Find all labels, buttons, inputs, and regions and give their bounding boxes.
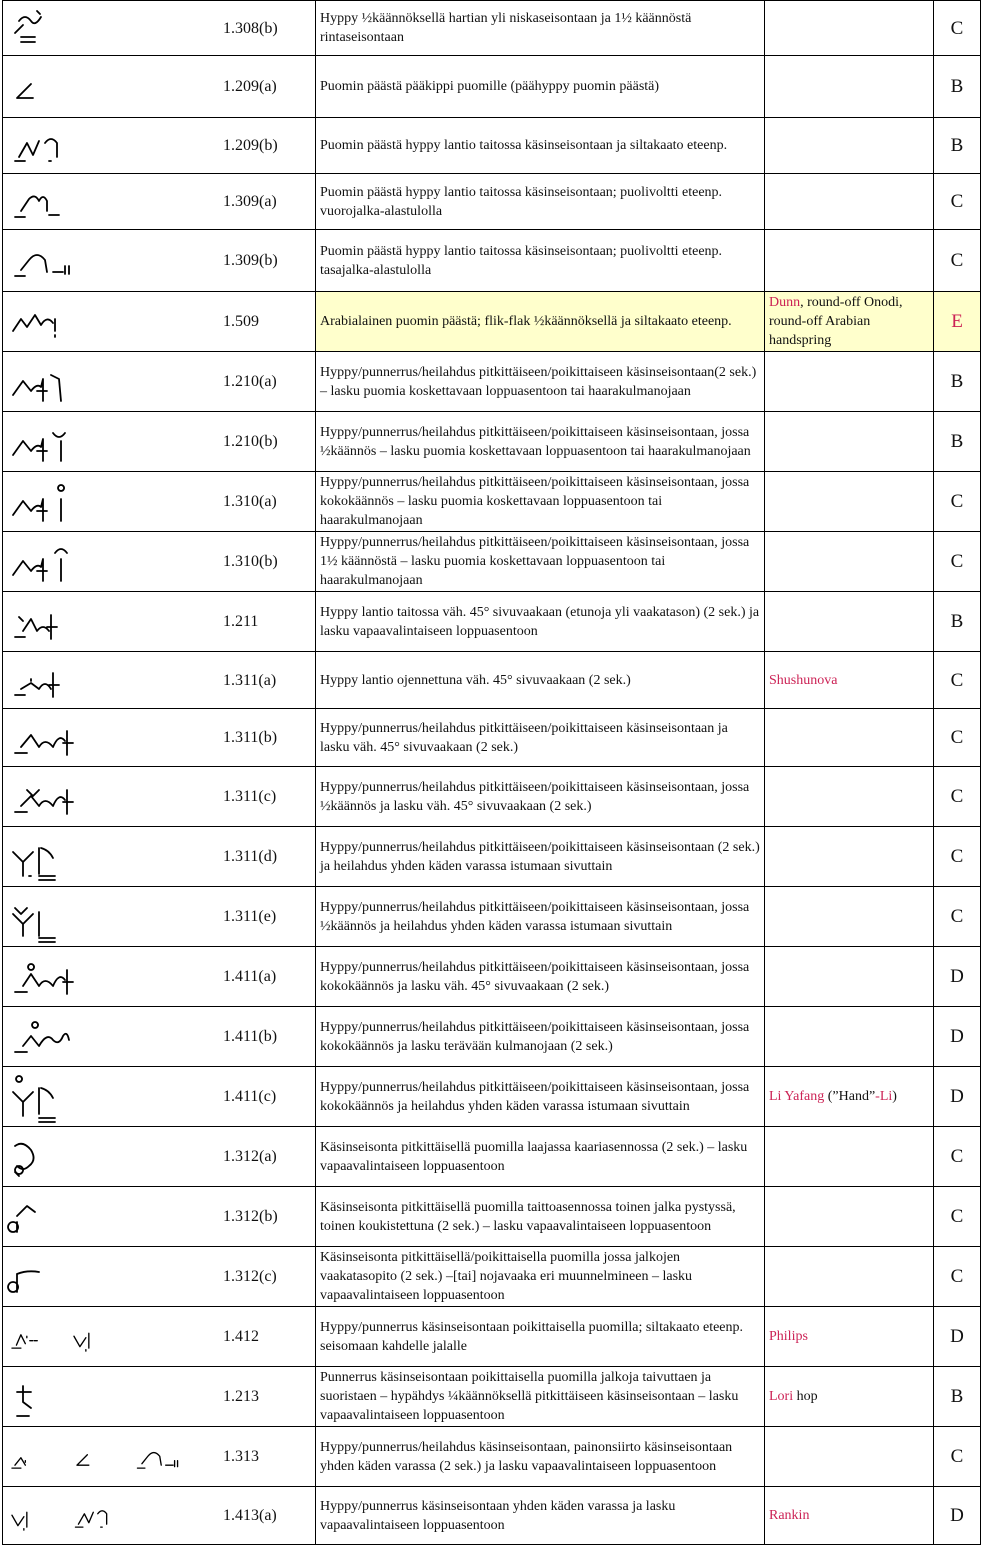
element-eponym [765,767,934,827]
symbol-cell [3,412,216,472]
symbol-cell [3,827,216,887]
element-description: Käsinseisonta pitkittäisellä/poikittaisella puomilla jossa jalkojen vaakatasopito (2 sek.) –[tai] nojavaaka eri muunnelmineen – lasku vapaavalintaiseen loppuasentoon [316,1247,765,1307]
difficulty-value: B [934,1367,981,1427]
element-table [2,0,981,1545]
element-row [3,827,981,887]
element-eponym [765,472,934,532]
element-eponym [765,1,934,56]
element-symbol-icon [9,121,79,171]
symbol-cell [3,1367,216,1427]
element-row [3,412,981,472]
element-row [3,532,981,592]
difficulty-value: C [934,1247,981,1307]
element-code: 1.411(a) [215,947,316,1007]
symbol-cell [3,887,216,947]
element-symbol-icon [9,832,79,882]
difficulty-value: B [934,352,981,412]
element-symbol-icon [71,1312,123,1362]
element-symbol-icon [9,357,79,407]
symbol-cell [3,947,216,1007]
element-row [3,1487,981,1545]
symbol-cell [3,1067,216,1127]
element-description: Hyppy/punnerrus käsinseisontaan yhden käden varassa ja lasku vapaavalintaiseen loppuasentoon [316,1487,765,1545]
element-eponym: Shushunova [765,652,934,709]
element-symbol-icon [9,537,79,587]
element-eponym: Rankin [765,1487,934,1545]
element-symbol-icon [133,1432,185,1482]
element-row [3,230,981,292]
element-symbol-icon [9,1012,79,1062]
element-code: 1.309(a) [215,174,316,230]
difficulty-value: D [934,1007,981,1067]
difficulty-value: C [934,1427,981,1487]
element-row [3,1367,981,1427]
element-description: Hyppy/punnerrus/heilahdus pitkittäiseen/poikittaiseen käsinseisontaan (2 sek.) ja heilahdus yhden käden varassa istumaan sivuttain [316,827,765,887]
element-row [3,1307,981,1367]
element-symbol-icon [71,1432,123,1482]
element-eponym [765,412,934,472]
element-symbol-icon [9,62,79,112]
difficulty-value: C [934,1187,981,1247]
element-eponym: Dunn, round-off Onodi, round-off Arabian handspring [765,292,934,352]
element-eponym [765,1247,934,1307]
element-symbol-icon [9,417,79,467]
element-row [3,174,981,230]
element-eponym [765,352,934,412]
element-code: 1.211 [215,592,316,652]
symbol-cell [3,1187,216,1247]
element-row [3,887,981,947]
difficulty-value: D [934,1067,981,1127]
element-row [3,1067,981,1127]
difficulty-value: B [934,56,981,118]
symbol-cell [3,230,216,292]
element-eponym [765,887,934,947]
symbol-cell [3,532,216,592]
element-eponym [765,827,934,887]
symbol-cell [3,1487,216,1545]
element-code: 1.312(c) [215,1247,316,1307]
difficulty-value: E [934,292,981,352]
element-description: Hyppy/punnerrus/heilahdus pitkittäiseen/poikittaiseen käsinseisontaan, jossa kokokäännös ja lasku terävään kulmanojaan (2 sek.) [316,1007,765,1067]
element-eponym [765,947,934,1007]
element-description: Puomin päästä pääkippi puomille (päähyppy puomin päästä) [316,56,765,118]
symbol-cell [3,292,216,352]
element-code: 1.311(e) [215,887,316,947]
element-code: 1.213 [215,1367,316,1427]
difficulty-value: D [934,1307,981,1367]
element-row [3,1247,981,1307]
element-eponym: Philips [765,1307,934,1367]
symbol-cell [3,352,216,412]
element-row [3,1127,981,1187]
element-symbol-icon [9,1491,61,1541]
element-symbol-icon [9,597,79,647]
element-code: 1.412 [215,1307,316,1367]
symbol-cell [3,472,216,532]
element-eponym [765,1007,934,1067]
element-symbol-icon [71,1491,123,1541]
element-symbol-icon [9,177,79,227]
element-description: Hyppy/punnerrus/heilahdus pitkittäiseen/poikittaiseen käsinseisontaan ja lasku väh. 45° sivuvaakaan (2 sek.) [316,709,765,767]
element-description: Hyppy ½käännöksellä hartian yli niskaseisontaan ja 1½ käännöstä rintaseisontaan [316,1,765,56]
element-symbol-icon [9,772,79,822]
element-code: 1.210(a) [215,352,316,412]
difficulty-value: B [934,412,981,472]
element-symbol-icon [9,297,79,347]
element-description: Hyppy lantio ojennettuna väh. 45° sivuvaakaan (2 sek.) [316,652,765,709]
element-eponym: Li Yafang (”Hand”-Li) [765,1067,934,1127]
symbol-cell [3,1,216,56]
element-code: 1.308(b) [215,1,316,56]
difficulty-value: D [934,1487,981,1545]
element-code: 1.411(c) [215,1067,316,1127]
element-code: 1.209(b) [215,118,316,174]
element-eponym: Lori hop [765,1367,934,1427]
element-row [3,56,981,118]
element-description: Puomin päästä hyppy lantio taitossa käsinseisontaan ja siltakaato eteenp. [316,118,765,174]
element-symbol-icon [9,236,79,286]
difficulty-value: C [934,532,981,592]
element-description: Puomin päästä hyppy lantio taitossa käsinseisontaan; puolivoltti eteenp. vuorojalka-alastulolla [316,174,765,230]
element-row [3,1007,981,1067]
element-symbol-icon [9,1252,79,1302]
element-description: Hyppy/punnerrus/heilahdus pitkittäiseen/poikittaiseen käsinseisontaan, jossa ½käännös ja heilahdus yhden käden varassa istumaan sivuttain [316,887,765,947]
element-description: Hyppy lantio taitossa väh. 45° sivuvaakaan (etunoja yli vaakatason) (2 sek.) ja lasku vapaavalintaiseen loppuasentoon [316,592,765,652]
element-description: Hyppy/punnerrus käsinseisontaan poikittaisella puomilla; siltakaato eteenp. seisomaan kahdelle jalalle [316,1307,765,1367]
element-code: 1.311(c) [215,767,316,827]
element-code: 1.310(a) [215,472,316,532]
element-code: 1.411(b) [215,1007,316,1067]
element-description: Käsinseisonta pitkittäisellä puomilla laajassa kaariasennossa (2 sek.) – lasku vapaavalintaiseen loppuasentoon [316,1127,765,1187]
element-description: Hyppy/punnerrus/heilahdus pitkittäiseen/poikittaiseen käsinseisontaan, jossa ½käännös ja lasku väh. 45° sivuvaakaan (2 sek.) [316,767,765,827]
element-symbol-icon [9,892,79,942]
element-description: Arabialainen puomin päästä; flik-flak ½käännöksellä ja siltakaato eteenp. [316,292,765,352]
symbol-cell [3,1247,216,1307]
element-eponym [765,118,934,174]
element-row [3,652,981,709]
element-symbol-icon [9,1192,79,1242]
element-symbol-icon [9,655,79,705]
element-row [3,1427,981,1487]
symbol-cell [3,709,216,767]
element-eponym [765,532,934,592]
element-row [3,292,981,352]
symbol-cell [3,652,216,709]
element-description: Puomin päästä hyppy lantio taitossa käsinseisontaan; puolivoltti eteenp. tasajalka-alastulolla [316,230,765,292]
element-row [3,1187,981,1247]
symbol-cell [3,1127,216,1187]
difficulty-value: C [934,230,981,292]
element-symbol-icon [9,952,79,1002]
element-eponym [765,174,934,230]
element-eponym [765,56,934,118]
symbol-cell [3,1307,216,1367]
element-eponym [765,1127,934,1187]
element-symbol-icon [9,1432,61,1482]
element-row [3,118,981,174]
symbol-cell [3,1427,216,1487]
element-code: 1.311(a) [215,652,316,709]
element-description: Hyppy/punnerrus/heilahdus käsinseisontaan, painonsiirto käsinseisontaan yhden käden varassa (2 sek.) ja lasku vapaavalintaiseen loppuasentoon [316,1427,765,1487]
element-row [3,592,981,652]
element-eponym [765,1187,934,1247]
symbol-cell [3,118,216,174]
element-eponym [765,592,934,652]
difficulty-value: C [934,1,981,56]
element-symbol-icon [9,477,79,527]
symbol-cell [3,767,216,827]
symbol-cell [3,1007,216,1067]
element-eponym [765,230,934,292]
element-code: 1.413(a) [215,1487,316,1545]
element-row [3,472,981,532]
difficulty-value: D [934,947,981,1007]
symbol-cell [3,174,216,230]
element-symbol-icon [9,1072,79,1122]
element-description: Punnerrus käsinseisontaan poikittaisella puomilla jalkoja taivuttaen ja suoristaen – hypähdys ¼käännöksellä pitkittäiseen käsinseisontaan – lasku vapaavalintaiseen loppuasentoon [316,1367,765,1427]
element-description: Hyppy/punnerrus/heilahdus pitkittäiseen/poikittaiseen käsinseisontaan, jossa kokokäännös ja lasku väh. 45° sivuvaakaan (2 sek.) [316,947,765,1007]
difficulty-value: B [934,118,981,174]
element-symbol-icon [9,1312,61,1362]
element-symbol-icon [9,1132,79,1182]
difficulty-value: C [934,1127,981,1187]
element-eponym [765,1427,934,1487]
element-code: 1.310(b) [215,532,316,592]
element-code: 1.509 [215,292,316,352]
difficulty-value: C [934,767,981,827]
element-code: 1.312(a) [215,1127,316,1187]
element-row [3,709,981,767]
element-code: 1.311(b) [215,709,316,767]
element-row [3,1,981,56]
difficulty-value: C [934,472,981,532]
difficulty-value: C [934,827,981,887]
difficulty-value: C [934,887,981,947]
element-description: Hyppy/punnerrus/heilahdus pitkittäiseen/poikittaiseen käsinseisontaan, jossa ½käännös – lasku puomia koskettavaan loppuasentoon tai haarakulmanojaan [316,412,765,472]
difficulty-value: B [934,592,981,652]
element-description: Hyppy/punnerrus/heilahdus pitkittäiseen/poikittaiseen käsinseisontaan, jossa kokokäännös – lasku puomia koskettavaan loppuasentoon tai haarakulmanojaan [316,472,765,532]
element-code: 1.209(a) [215,56,316,118]
difficulty-value: C [934,709,981,767]
element-table-body [3,1,981,1545]
element-description: Käsinseisonta pitkittäisellä puomilla taittoasennossa toinen jalka pystyssä, toinen koukistettuna (2 sek.) – lasku vapaavalintaiseen loppuasentoon [316,1187,765,1247]
element-eponym [765,709,934,767]
difficulty-value: C [934,652,981,709]
element-code: 1.210(b) [215,412,316,472]
difficulty-value: C [934,174,981,230]
element-code: 1.311(d) [215,827,316,887]
element-code: 1.312(b) [215,1187,316,1247]
element-description: Hyppy/punnerrus/heilahdus pitkittäiseen/poikittaiseen käsinseisontaan(2 sek.) – lasku puomia koskettavaan loppuasentoon tai haarakulmanojaan [316,352,765,412]
element-symbol-icon [9,3,79,53]
element-symbol-icon [9,1372,79,1422]
symbol-cell [3,592,216,652]
element-description: Hyppy/punnerrus/heilahdus pitkittäiseen/poikittaiseen käsinseisontaan, jossa kokokäännös ja heilahdus yhden käden varassa istumaan sivuttain [316,1067,765,1127]
element-row [3,767,981,827]
element-code: 1.309(b) [215,230,316,292]
symbol-cell [3,56,216,118]
element-description: Hyppy/punnerrus/heilahdus pitkittäiseen/poikittaiseen käsinseisontaan, jossa 1½ käännöstä – lasku puomia koskettavaan loppuasentoon tai haarakulmanojaan [316,532,765,592]
element-row [3,947,981,1007]
element-symbol-icon [9,713,79,763]
element-row [3,352,981,412]
element-code: 1.313 [215,1427,316,1487]
